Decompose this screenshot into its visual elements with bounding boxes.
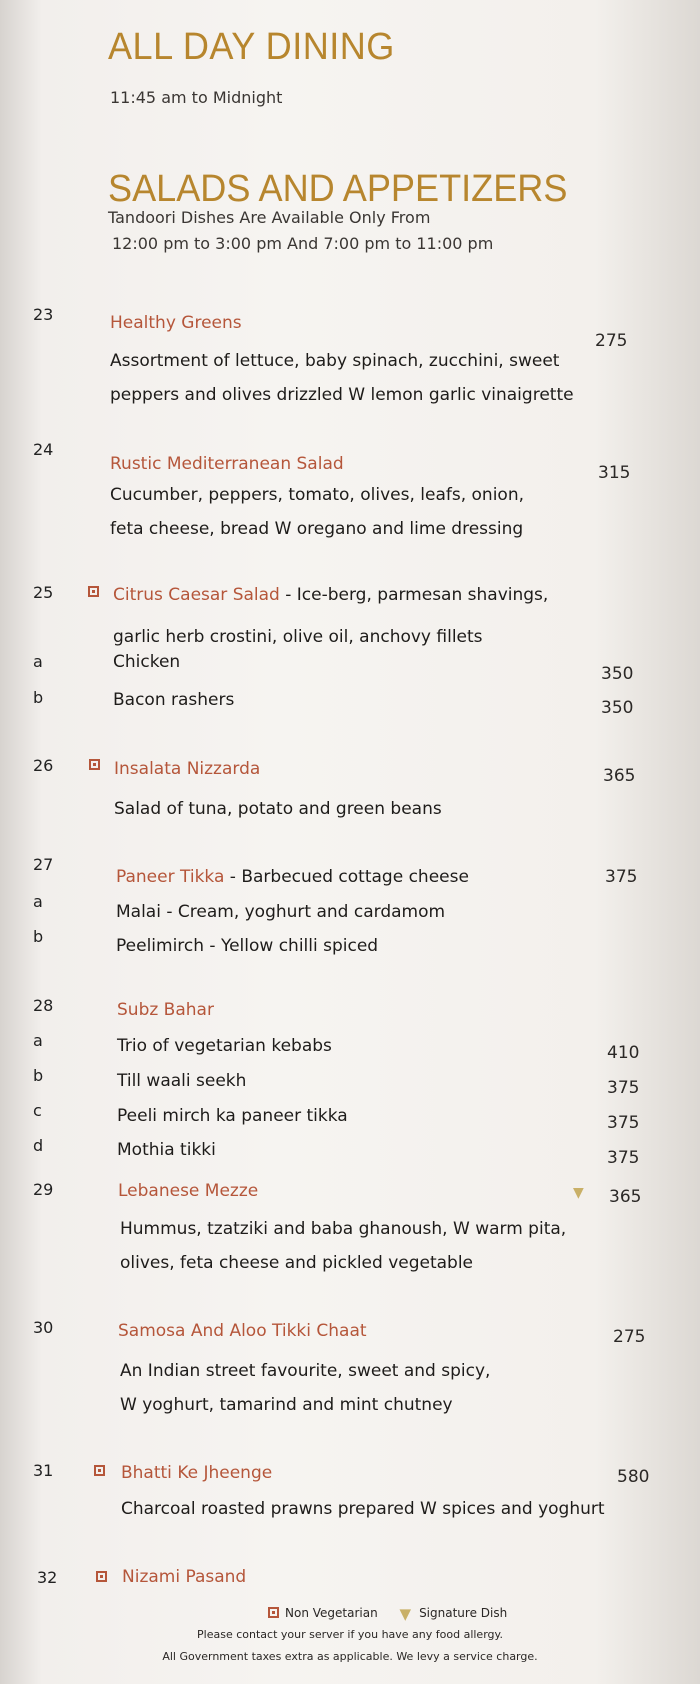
non-veg-icon [96, 1571, 107, 1582]
signature-dish-icon: ▼ [573, 1185, 584, 1201]
item-price: 275 [595, 331, 628, 351]
item-number: 25 [33, 583, 54, 602]
section-title: SALADS AND APPETIZERS [108, 168, 568, 210]
item-description-line: peppers and olives drizzled W lemon garlic vinaigrette [110, 385, 574, 405]
tandoori-note-line2: 12:00 pm to 3:00 pm And 7:00 pm to 11:00 pm [112, 234, 494, 253]
item-price: 365 [603, 766, 636, 786]
variant-name: Till waali seekh [117, 1071, 247, 1091]
item-price: 375 [605, 867, 638, 887]
item-description-line: Charcoal roasted prawns prepared W spices and yoghurt [121, 1499, 605, 1519]
item-title-line [116, 867, 469, 887]
tax-note: All Government taxes extra as applicable. We levy a service charge. [162, 1650, 538, 1663]
variant-label: b [33, 927, 44, 946]
item-number: 31 [33, 1461, 54, 1480]
non-veg-icon [89, 759, 100, 770]
variant-label: a [33, 1031, 43, 1050]
allergy-note: Please contact your server if you have any food allergy. [197, 1628, 503, 1641]
dining-hours: 11:45 am to Midnight [110, 88, 283, 107]
non-veg-icon [94, 1465, 105, 1476]
item-number: 23 [33, 305, 54, 324]
item-price: 315 [598, 463, 631, 483]
non-veg-icon [268, 1607, 279, 1618]
item-title-suffix: - Ice-berg, parmesan shavings, [279, 585, 549, 605]
item-description-line: An Indian street favourite, sweet and spicy, [120, 1361, 491, 1381]
item-description [120, 1212, 566, 1280]
legend [268, 1605, 507, 1623]
variant-name: Trio of vegetarian kebabs [117, 1036, 332, 1056]
item-number: 29 [33, 1180, 54, 1199]
item-number: 27 [33, 855, 54, 874]
item-title: Subz Bahar [117, 1000, 214, 1020]
item-price: 580 [617, 1467, 650, 1487]
non-veg-icon [88, 586, 99, 597]
variant-price: 375 [607, 1148, 640, 1168]
item-title: Rustic Mediterranean Salad [110, 454, 344, 474]
item-title: Samosa And Aloo Tikki Chaat [118, 1321, 367, 1341]
variant-name: Peeli mirch ka paneer tikka [117, 1106, 348, 1126]
item-title-line [113, 585, 548, 605]
variant-label: a [33, 652, 43, 671]
item-price: 275 [613, 1327, 646, 1347]
item-description-line: Salad of tuna, potato and green beans [114, 799, 442, 819]
item-description [110, 478, 524, 546]
variant-price: 375 [607, 1078, 640, 1098]
variant-label: d [33, 1136, 44, 1155]
legend-non-veg-label: Non Vegetarian [285, 1606, 378, 1620]
tandoori-note [108, 205, 493, 257]
item-description-line: garlic herb crostini, olive oil, anchovy fillets [113, 627, 483, 647]
variant-label: c [33, 1101, 42, 1120]
item-description [120, 1354, 490, 1422]
variant-name: Malai - Cream, yoghurt and cardamom [116, 902, 446, 922]
item-title: Citrus Caesar Salad [113, 585, 280, 605]
item-description [110, 344, 574, 412]
variant-name: Peelimirch - Yellow chilli spiced [116, 936, 379, 956]
legend-signature-label: Signature Dish [419, 1606, 508, 1620]
item-description-line: Cucumber, peppers, tomato, olives, leafs, onion, [110, 485, 524, 505]
variant-label: b [33, 1066, 44, 1085]
item-number: 32 [37, 1568, 58, 1587]
tandoori-note-line1: Tandoori Dishes Are Available Only From [108, 208, 431, 227]
item-number: 26 [33, 756, 54, 775]
item-number: 30 [33, 1318, 54, 1337]
signature-dish-icon: ▼ [399, 1605, 412, 1623]
item-price: 365 [609, 1187, 642, 1207]
item-description-line: feta cheese, bread W oregano and lime dressing [110, 519, 524, 539]
item-description-line: W yoghurt, tamarind and mint chutney [120, 1395, 453, 1415]
variant-price: 350 [601, 664, 634, 684]
item-number: 24 [33, 440, 54, 459]
item-title: Nizami Pasand [122, 1567, 247, 1587]
item-description-line: olives, feta cheese and pickled vegetable [120, 1253, 474, 1273]
variant-label: b [33, 688, 44, 707]
variant-price: 410 [607, 1043, 640, 1063]
item-title: Paneer Tikka [116, 867, 225, 887]
item-description-line: Assortment of lettuce, baby spinach, zucchini, sweet [110, 351, 560, 371]
variant-name: Mothia tikki [117, 1140, 216, 1160]
variant-name: Chicken [113, 652, 181, 672]
item-title: Lebanese Mezze [118, 1181, 259, 1201]
item-title: Healthy Greens [110, 313, 242, 333]
item-description-line: Hummus, tzatziki and baba ghanoush, W warm pita, [120, 1219, 567, 1239]
variant-price: 350 [601, 698, 634, 718]
item-number: 28 [33, 996, 54, 1015]
page-title: ALL DAY DINING [108, 26, 395, 68]
item-title: Bhatti Ke Jheenge [121, 1463, 273, 1483]
variant-label: a [33, 892, 43, 911]
item-title: Insalata Nizzarda [114, 759, 261, 779]
variant-price: 375 [607, 1113, 640, 1133]
item-title-suffix: - Barbecued cottage cheese [224, 867, 469, 887]
variant-name: Bacon rashers [113, 690, 235, 710]
